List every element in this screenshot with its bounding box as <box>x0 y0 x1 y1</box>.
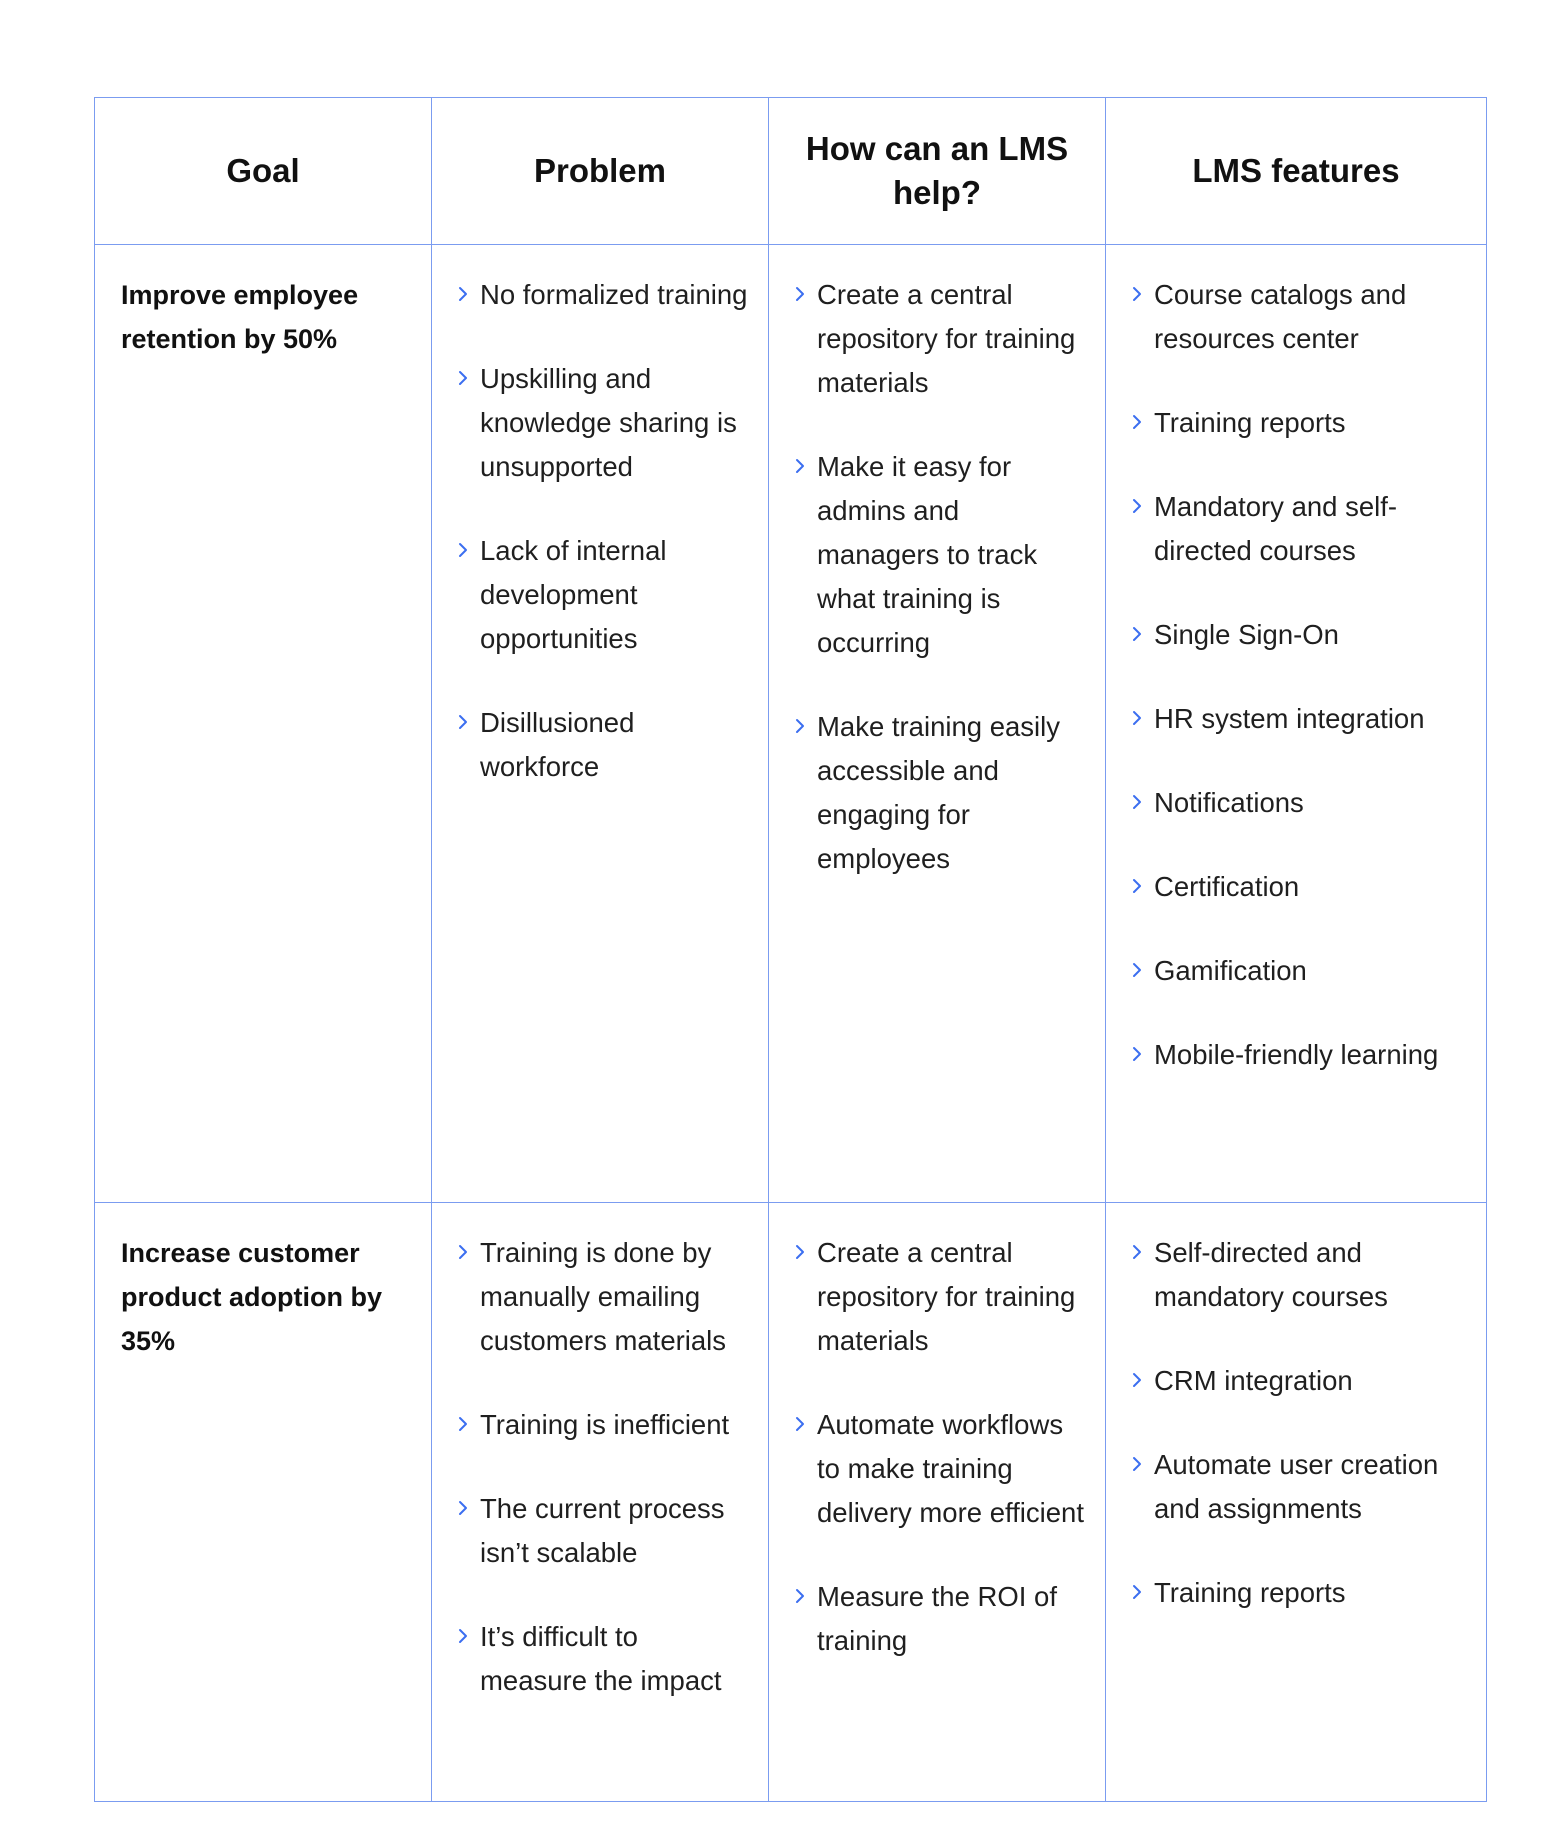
chevron-right-icon <box>1132 613 1146 657</box>
lms-goals-table <box>94 97 1487 1802</box>
header-problem: Problem <box>432 98 769 245</box>
lms-features-cell <box>1106 245 1487 1203</box>
chevron-right-icon <box>1132 781 1146 825</box>
problem-item <box>458 273 752 317</box>
chevron-right-icon <box>1132 865 1146 909</box>
problem-item-text: No formalized training <box>480 279 748 310</box>
lms-help-item-text: Make training easily accessible and engaging for employees <box>817 711 1061 874</box>
problem-item-text: It’s difficult to measure the impact <box>480 1621 722 1696</box>
lms-help-cell <box>769 245 1106 1203</box>
lms-feature-item-text: Course catalogs and resources center <box>1154 279 1407 354</box>
chevron-right-icon <box>1132 1231 1146 1275</box>
chevron-right-icon <box>1132 1571 1146 1615</box>
lms-help-item-text: Make it easy for admins and managers to track what training is occurring <box>817 451 1038 658</box>
problem-item-text: Training is inefficient <box>480 1409 730 1440</box>
lms-feature-item-text: CRM integration <box>1154 1365 1353 1396</box>
lms-feature-item <box>1132 697 1470 741</box>
chevron-right-icon <box>458 273 472 317</box>
problem-item <box>458 1403 752 1447</box>
lms-feature-item-text: Training reports <box>1154 1577 1346 1608</box>
problem-item <box>458 701 752 789</box>
chevron-right-icon <box>458 1231 472 1275</box>
chevron-right-icon <box>795 705 809 749</box>
lms-feature-item <box>1132 401 1470 445</box>
table-row <box>95 245 1487 1203</box>
lms-feature-item-text: Single Sign-On <box>1154 619 1339 650</box>
table-row <box>95 1203 1487 1802</box>
problem-item <box>458 1231 752 1363</box>
lms-feature-item-text: Automate user creation and assignments <box>1154 1449 1439 1524</box>
lms-help-item <box>795 445 1089 665</box>
header-goal: Goal <box>95 98 432 245</box>
goal-cell: Increase customer product adoption by 35% <box>95 1203 432 1802</box>
lms-feature-item <box>1132 613 1470 657</box>
lms-feature-item <box>1132 1571 1470 1615</box>
chevron-right-icon <box>458 1403 472 1447</box>
problem-item <box>458 1487 752 1575</box>
lms-feature-item-text: Gamification <box>1154 955 1307 986</box>
chevron-right-icon <box>795 1231 809 1275</box>
chevron-right-icon <box>795 1575 809 1619</box>
lms-help-item <box>795 1231 1089 1363</box>
chevron-right-icon <box>1132 697 1146 741</box>
goal-cell: Improve employee retention by 50% <box>95 245 432 1203</box>
chevron-right-icon <box>458 1487 472 1531</box>
lms-feature-item-text: Mandatory and self-directed courses <box>1154 491 1398 566</box>
problem-item-text: The current process isn’t scalable <box>480 1493 725 1568</box>
problem-item <box>458 357 752 489</box>
lms-help-item-text: Create a central repository for training materials <box>817 1237 1076 1356</box>
lms-feature-item <box>1132 1231 1470 1319</box>
lms-feature-item-text: Mobile-friendly learning <box>1154 1039 1439 1070</box>
lms-help-item-text: Measure the ROI of training <box>817 1581 1057 1656</box>
chevron-right-icon <box>1132 401 1146 445</box>
lms-features-cell <box>1106 1203 1487 1802</box>
chevron-right-icon <box>795 445 809 489</box>
chevron-right-icon <box>795 273 809 317</box>
lms-feature-item-text: Self-directed and mandatory courses <box>1154 1237 1388 1312</box>
lms-feature-item <box>1132 781 1470 825</box>
header-row <box>95 98 1487 245</box>
lms-feature-item <box>1132 273 1470 361</box>
problem-item <box>458 529 752 661</box>
lms-help-cell <box>769 1203 1106 1802</box>
lms-help-item-text: Automate workflows to make training delivery more efficient <box>817 1409 1084 1528</box>
lms-feature-item <box>1132 1443 1470 1531</box>
lms-feature-item-text: HR system integration <box>1154 703 1425 734</box>
lms-help-item <box>795 705 1089 881</box>
header-lms-features: LMS features <box>1106 98 1487 245</box>
chevron-right-icon <box>458 357 472 401</box>
chevron-right-icon <box>1132 1033 1146 1077</box>
problem-item-text: Training is done by manually emailing customers materials <box>480 1237 727 1356</box>
chevron-right-icon <box>458 701 472 745</box>
lms-help-item <box>795 273 1089 405</box>
problem-cell <box>432 1203 769 1802</box>
lms-feature-item <box>1132 1033 1470 1077</box>
lms-feature-item <box>1132 949 1470 993</box>
chevron-right-icon <box>1132 1359 1146 1403</box>
chevron-right-icon <box>1132 485 1146 529</box>
lms-feature-item-text: Notifications <box>1154 787 1304 818</box>
problem-item-text: Lack of internal development opportunities <box>480 535 667 654</box>
chevron-right-icon <box>458 1615 472 1659</box>
lms-feature-item <box>1132 865 1470 909</box>
chevron-right-icon <box>1132 1443 1146 1487</box>
lms-feature-item <box>1132 1359 1470 1403</box>
problem-item <box>458 1615 752 1703</box>
chevron-right-icon <box>795 1403 809 1447</box>
chevron-right-icon <box>458 529 472 573</box>
lms-feature-item-text: Certification <box>1154 871 1300 902</box>
problem-cell <box>432 245 769 1203</box>
problem-item-text: Upskilling and knowledge sharing is unsupported <box>480 363 737 482</box>
lms-help-item-text: Create a central repository for training materials <box>817 279 1076 398</box>
lms-feature-item-text: Training reports <box>1154 407 1346 438</box>
problem-item-text: Disillusioned workforce <box>480 707 635 782</box>
chevron-right-icon <box>1132 949 1146 993</box>
lms-help-item <box>795 1575 1089 1663</box>
lms-feature-item <box>1132 485 1470 573</box>
lms-help-item <box>795 1403 1089 1535</box>
header-lms-help: How can an LMS help? <box>769 98 1106 245</box>
chevron-right-icon <box>1132 273 1146 317</box>
